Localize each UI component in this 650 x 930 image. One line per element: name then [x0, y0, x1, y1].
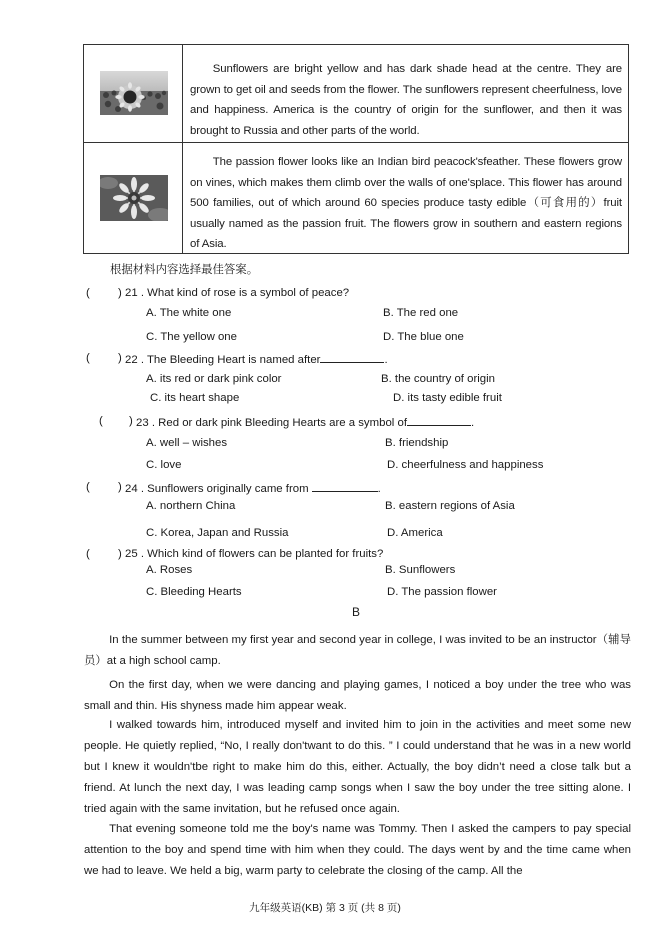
option-d: D. America: [387, 527, 443, 539]
stem-tail: .: [377, 483, 381, 495]
table-text-cell: [184, 143, 628, 254]
option-b: B. the country of origin: [381, 373, 495, 385]
table-text-cell: [184, 45, 628, 142]
sunflower-description: Sunflowers are bright yellow and has dark shade head at the centre. They are grown to get oil and seeds from the flower. The sunflowers represent cheerfulness, love and happiness. America is the country of origin for the sunflower, and then it was brought to Russia and other parts of the world.: [190, 63, 622, 137]
question-stem: [125, 351, 388, 367]
question-stem: [136, 414, 474, 430]
stem-tail: .: [384, 354, 388, 366]
answer-bracket-open: (: [86, 481, 90, 493]
option-d: D. cheerfulness and happiness: [387, 459, 544, 471]
option-d: D. The passion flower: [387, 586, 497, 598]
answer-bracket-close: ): [118, 548, 122, 560]
answer-bracket-close: ): [129, 415, 133, 427]
passage-paragraph: On the first day, when we were dancing and playing games, I noticed a boy under the tree who was small and thin. His shyness made him appear weak.: [84, 679, 631, 712]
answer-bracket-open: (: [99, 415, 103, 427]
option-a: A. northern China: [146, 500, 236, 512]
answer-bracket-open: (: [86, 548, 90, 560]
table-row-sunflower: [84, 45, 628, 143]
table-image-cell: [84, 143, 183, 254]
question-stem: 25 . Which kind of flowers can be planted for fruits?: [125, 548, 384, 560]
stem-tail: .: [470, 417, 475, 429]
passage-paragraph: That evening someone told me the boy's name was Tommy. Then I asked the campers to pay special attention to the boy and spend time with him when they could. The days went by and the time came when we had to leave. We held a big, warm party to celebrate the closing of the camp. All the: [84, 823, 631, 877]
answer-blank: [407, 414, 471, 426]
answer-bracket-close: ): [118, 481, 122, 493]
option-a: A. Roses: [146, 564, 193, 576]
question-stem-text: 22 . The Bleeding Heart is named after: [125, 354, 321, 366]
passage-paragraph: In the summer between my first year and second year in college, I was invited to be an instructor（辅导员）at a high school camp.: [84, 634, 631, 667]
sunflower-field-illustration: [100, 71, 168, 115]
question-instruction: 根据材料内容选择最佳答案。: [110, 264, 259, 276]
option-c: C. love: [146, 459, 182, 471]
option-a: A. its red or dark pink color: [146, 373, 282, 385]
option-d: D. The blue one: [383, 331, 464, 343]
answer-bracket-open: (: [86, 352, 90, 364]
table-row-passion-flower: [84, 143, 628, 254]
option-a: A. The white one: [146, 307, 232, 319]
option-a: A. well – wishes: [146, 437, 228, 449]
section-heading-b: B: [352, 605, 361, 619]
question-stem: [125, 480, 381, 496]
answer-blank: [320, 351, 384, 363]
option-b: B. The red one: [383, 307, 459, 319]
option-c: C. Bleeding Hearts: [146, 586, 242, 598]
page-footer: 九年级英语(KB) 第 3 页 (共 8 页): [249, 902, 401, 914]
option-b: B. Sunflowers: [385, 564, 456, 576]
option-b: B. eastern regions of Asia: [385, 500, 515, 512]
option-c: C. Korea, Japan and Russia: [146, 527, 289, 539]
sunflower-field-photo: [100, 71, 168, 115]
passage-paragraph: I walked towards him, introduced myself and invited him to join in the activities and meet some new people. He quietly replied, “No, I really don'twant to do this. ” I could understand that he was in a new world but I knew it wouldn'tbe right to make him do this, either. Actually, the boy didn’t need a close talk but a friend. At lunch the next day, I was leading camp songs when I saw the boy under the tree sitting alone. I tried again with the same invitation, but he refused once again.: [84, 719, 631, 815]
answer-bracket-close: ): [118, 287, 122, 299]
flower-info-table: [83, 44, 629, 254]
passion-flower-photo: [100, 175, 168, 221]
question-stem-text: 23 . Red or dark pink Bleeding Hearts are a symbol of: [136, 417, 407, 429]
answer-blank: [312, 480, 378, 492]
option-c: C. its heart shape: [150, 392, 240, 404]
option-c: C. The yellow one: [146, 331, 237, 343]
question-stem-text: 24 . Sunflowers originally came from: [125, 483, 309, 495]
answer-bracket-close: ): [118, 352, 122, 364]
option-b: B. friendship: [385, 437, 449, 449]
option-d: D. its tasty edible fruit: [393, 392, 502, 404]
table-image-cell: [84, 45, 183, 142]
passion-flower-description: The passion flower looks like an Indian bird peacock'sfeather. These flowers grow on vines, which makes them climb over the walls of one'splace. This flower has around 500 families, out of which around 60 species produce tasty edible（可食用的）fruit usually named as the passion fruit. The flowers grow in southern and eastern regions of Asia.: [190, 156, 622, 250]
answer-bracket-open: (: [86, 287, 90, 299]
passion-flower-illustration: [100, 175, 168, 221]
question-stem: 21 . What kind of rose is a symbol of peace?: [125, 287, 350, 299]
